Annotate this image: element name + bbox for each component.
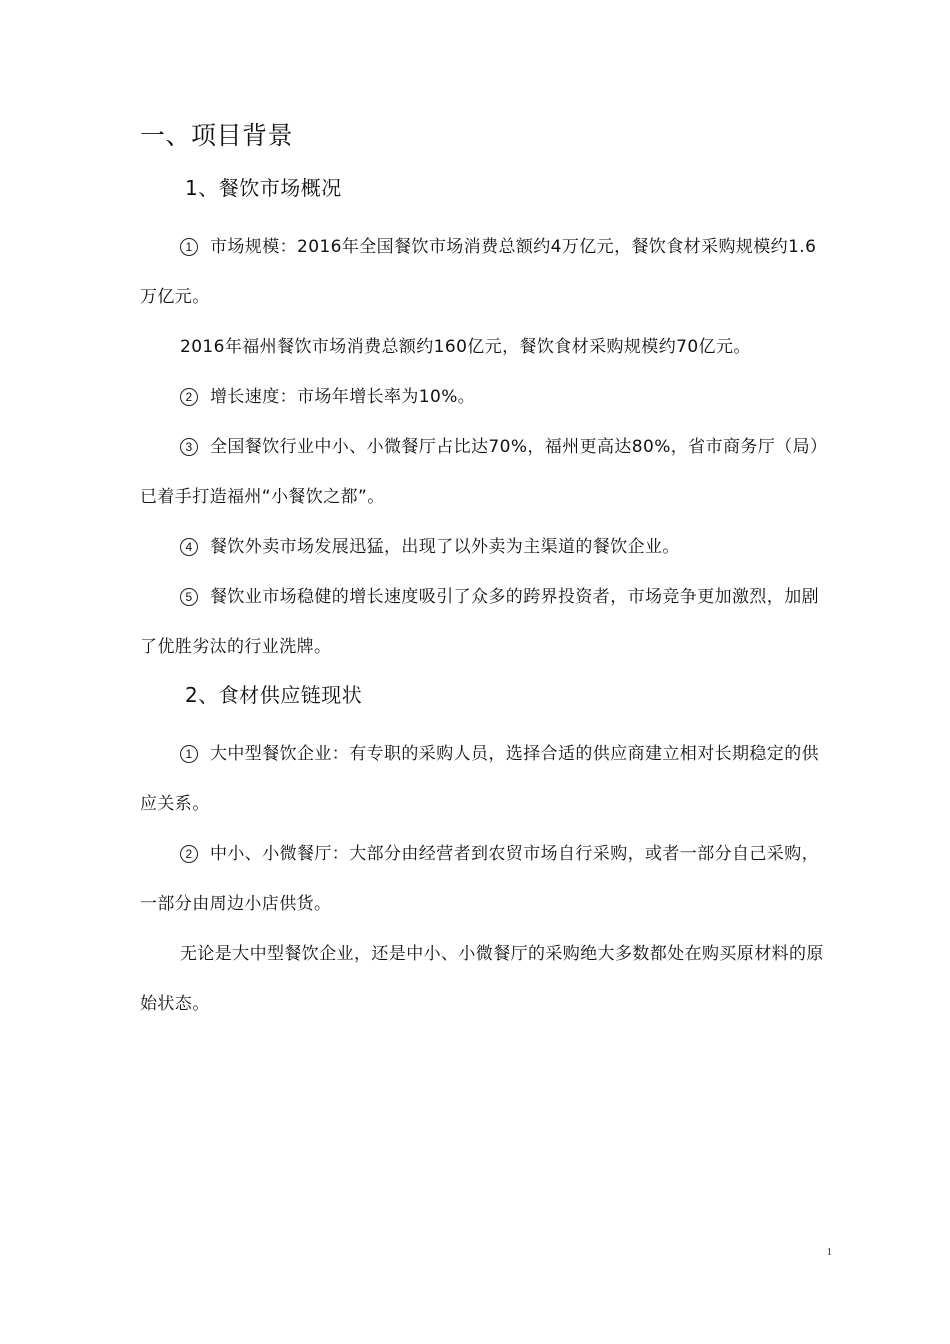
paragraph-growth-rate — [140, 372, 832, 422]
circled-number-3: 3 — [180, 438, 198, 456]
section-heading: 一、项目背景 — [140, 121, 294, 150]
page-number: 1 — [826, 1246, 832, 1258]
subsection-title-market-overview: 1、餐饮市场概况 — [185, 176, 342, 200]
paragraph-small-restaurants-procurement — [140, 829, 832, 929]
paragraph-text: 2016年福州餐饮市场消费总额约160亿元，餐饮食材采购规模约70亿元。 — [180, 337, 751, 357]
paragraph-small-restaurants — [140, 422, 832, 522]
paragraph-market-size — [140, 222, 832, 322]
document-body — [140, 116, 832, 1029]
paragraph-text: 全国餐饮行业中小、小微餐厅占比达70%，福州更高达80%，省市商务厅（局）已着手打造福州“小餐饮之都”。 — [140, 437, 828, 507]
paragraph-text: 餐饮外卖市场发展迅猛，出现了以外卖为主渠道的餐饮企业。 — [210, 537, 680, 557]
paragraph-text: 市场规模：2016年全国餐饮市场消费总额约4万亿元，餐饮食材采购规模约1.6万亿元。 — [140, 237, 817, 307]
paragraph-conclusion — [140, 929, 832, 1029]
paragraph-text: 中小、小微餐厅：大部分由经营者到农贸市场自行采购，或者一部分自己采购，一部分由周边小店供货。 — [140, 844, 819, 914]
subsection-title-supply-chain: 2、食材供应链现状 — [185, 683, 363, 707]
circled-number-2: 2 — [180, 388, 198, 406]
paragraph-competition — [140, 572, 832, 672]
paragraph-text: 大中型餐饮企业：有专职的采购人员，选择合适的供应商建立相对长期稳定的供应关系。 — [140, 744, 819, 814]
circled-number-4: 4 — [180, 538, 198, 556]
circled-number-1: 1 — [180, 238, 198, 256]
paragraph-text: 餐饮业市场稳健的增长速度吸引了众多的跨界投资者，市场竞争更加激烈，加剧了优胜劣汰的行业洗牌。 — [140, 587, 819, 657]
circled-number-5: 5 — [180, 588, 198, 606]
paragraph-large-enterprises — [140, 729, 832, 829]
paragraph-text: 增长速度：市场年增长率为10%。 — [210, 387, 476, 407]
paragraph-takeout-market — [140, 522, 832, 572]
circled-number-2: 2 — [180, 845, 198, 863]
paragraph-fuzhou-market — [140, 322, 832, 372]
paragraph-text: 无论是大中型餐饮企业，还是中小、小微餐厅的采购绝大多数都处在购买原材料的原始状态。 — [140, 944, 824, 1014]
circled-number-1: 1 — [180, 745, 198, 763]
